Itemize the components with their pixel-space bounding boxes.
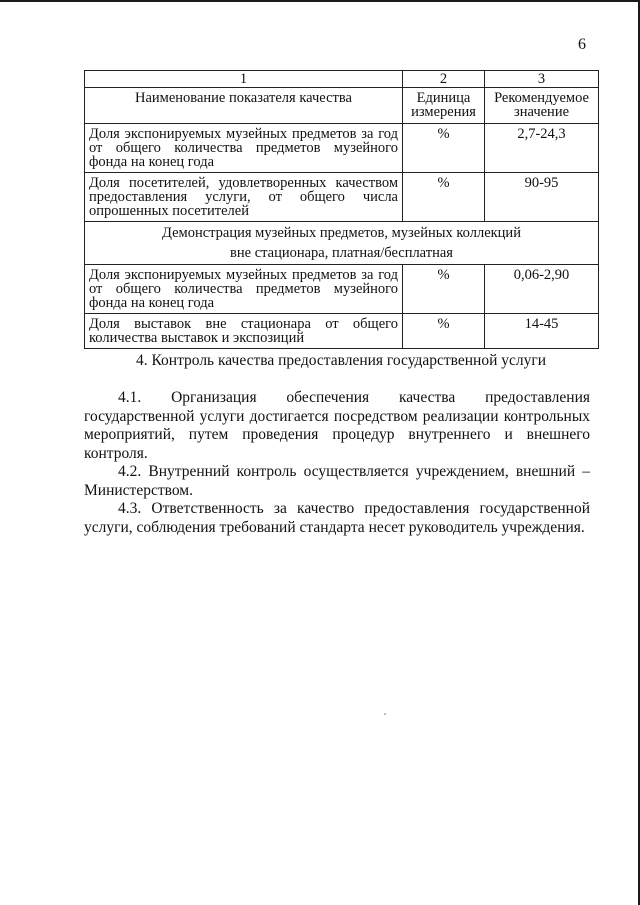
indicator-name: Доля экспонируемых музейных предметов за год от общего количества предметов музейного фонда на конец года (85, 265, 403, 314)
indicator-name: Доля экспонируемых музейных предметов за год от общего количества предметов музейного фонда на конец года (85, 124, 403, 173)
column-number-2: 2 (403, 71, 485, 88)
header-unit: Единица измерения (403, 88, 485, 124)
indicator-value: 2,7-24,3 (485, 124, 599, 173)
indicator-unit: % (403, 265, 485, 314)
paragraph-4-2: 4.2. Внутренний контроль осуществляется учреждением, внешний – Министерством. (84, 463, 590, 499)
paragraph-4-3: 4.3. Ответственность за качество предоставления государственной услуги, соблюдения требований стандарта несет руководитель учреждения. (84, 500, 590, 536)
column-number-3: 3 (485, 71, 599, 88)
page-number: 6 (578, 36, 586, 53)
indicator-unit: % (403, 314, 485, 349)
indicator-name: Доля выставок вне стационара от общего количества выставок и экспозиций (85, 314, 403, 349)
table-row (85, 265, 599, 314)
quality-indicators-table (84, 70, 599, 349)
service-section-line-1: Демонстрация музейных предметов, музейных коллекций (162, 225, 521, 241)
header-indicator-name: Наименование показателя качества (85, 88, 403, 124)
table-row (85, 173, 599, 222)
indicator-value: 0,06-2,90 (485, 265, 599, 314)
section-heading: 4. Контроль качества предоставления государственной услуги (135, 352, 547, 369)
indicator-value: 14-45 (485, 314, 599, 349)
service-section-title (85, 222, 599, 265)
column-number-row (85, 71, 599, 88)
header-recommended-value: Рекомендуемое значение (485, 88, 599, 124)
indicator-unit: % (403, 124, 485, 173)
scan-speck (384, 713, 386, 715)
service-section-row (85, 222, 599, 265)
page-top-edge (0, 0, 640, 2)
table-row (85, 124, 599, 173)
indicator-unit: % (403, 173, 485, 222)
indicator-name: Доля посетителей, удовлетворенных качеством предоставления услуги, от общего числа опрошенных посетителей (85, 173, 403, 222)
section-body (84, 389, 590, 537)
column-number-1: 1 (85, 71, 403, 88)
table-row (85, 314, 599, 349)
service-section-line-2: вне стационара, платная/бесплатная (230, 245, 453, 261)
paragraph-4-1: 4.1. Организация обеспечения качества предоставления государственной услуги достигается посредством реализации контрольных мероприятий, путем проведения процедур внутреннего и внешнего контроля. (84, 389, 590, 462)
indicator-value: 90-95 (485, 173, 599, 222)
header-row (85, 88, 599, 124)
